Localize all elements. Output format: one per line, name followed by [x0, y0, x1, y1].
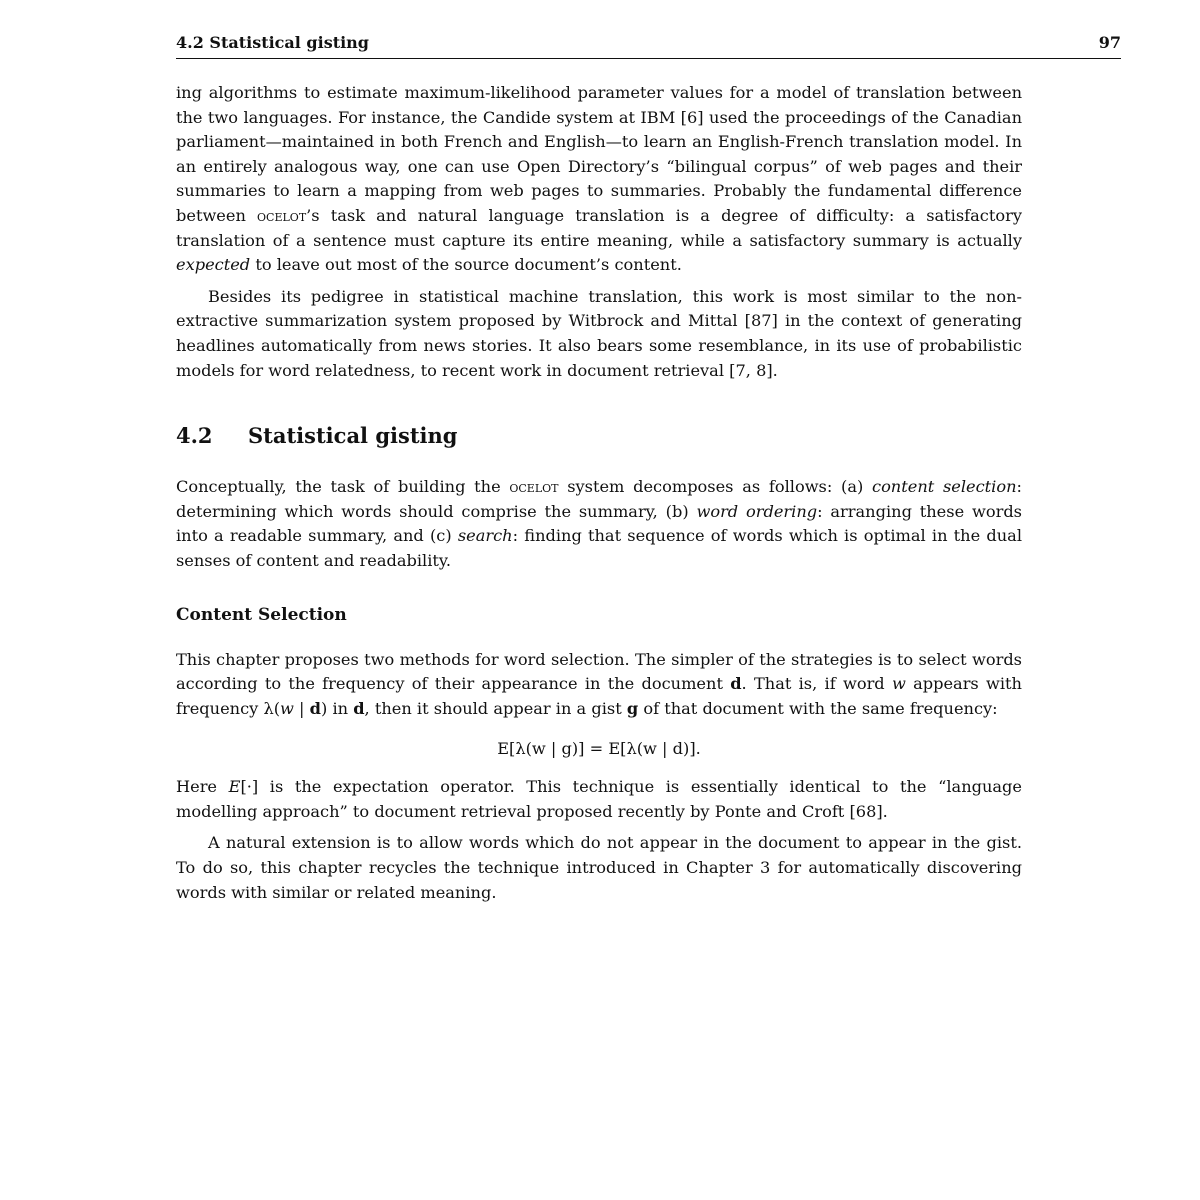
symbol-g: g: [626, 698, 639, 718]
paragraph-3: [176, 475, 1022, 573]
p3-d: : arranging these words into a readable summary, and (c): [176, 501, 1022, 546]
subsection-heading: Content Selection: [176, 604, 347, 625]
symbol-d: d: [353, 698, 365, 718]
section-heading: [176, 421, 1022, 451]
paragraph-1-end: to leave out most of the source document’s content.: [250, 255, 682, 275]
ocelot-name: ocelot: [509, 477, 559, 497]
paragraph-1-middle: ’s task and natural language translation is a degree of difficulty: a satisfactory translation of a sentence must capture its entire meaning, while a satisfactory summary is actually: [176, 205, 1022, 250]
p4-b: . That is, if word: [741, 674, 892, 694]
symbol-d: d: [730, 674, 742, 694]
page: [176, 30, 1121, 905]
term-word-ordering: word ordering: [696, 501, 818, 521]
section-number: 4.2: [176, 423, 213, 449]
symbol-w: w: [280, 698, 294, 718]
paragraph-6: A natural extension is to allow words which do not appear in the document to appear in the gist. To do so, this chapter recycles the technique introduced in Chapter 3 for automatically discovering words with similar or related meaning.: [176, 833, 1022, 902]
p4-f: , then it should appear in a gist: [364, 698, 627, 718]
body-text: [176, 81, 1022, 905]
equation-text: E[λ(w | g)] = E[λ(w | d)].: [497, 739, 701, 759]
p5-b: [·] is the expectation operator. This technique is essentially identical to the “language modelling approach” to document retrieval proposed recently by Ponte and Croft [68].: [176, 777, 1022, 821]
p3-c: : determining which words should comprise the summary, (b): [176, 477, 1022, 521]
symbol-w: w: [891, 674, 906, 694]
paragraph-1-emphasis: expected: [176, 255, 251, 275]
paragraph-5: [176, 775, 1022, 824]
term-search: search: [457, 526, 513, 546]
paragraph-1: [176, 81, 1022, 278]
symbol-E: E: [228, 777, 241, 797]
p4-a: This chapter proposes two methods for word selection. The simpler of the strategies is to select words according to the frequency of their appearance in the document: [176, 649, 1022, 694]
paragraph-1-text: ing algorithms to estimate maximum-likelihood parameter values for a model of translation between the two languages. For instance, the Candide system at IBM [6] used the proceedings of the Canadian parliament—maintained in both French and English—to learn an English-French translation model. In an entirely analogous way, one can use Open Directory’s “bilingual corpus” of web pages and their summaries to learn a mapping from web pages to summaries. Probably the fundamental difference between: [176, 83, 1022, 225]
running-header-section: 4.2 Statistical gisting: [176, 33, 369, 52]
equation: [176, 737, 1022, 761]
ocelot-name: ocelot: [257, 205, 307, 225]
p4-d: |: [293, 698, 310, 718]
running-header: [176, 30, 1121, 59]
section-title: Statistical gisting: [248, 423, 458, 449]
p4-e: ) in: [320, 698, 354, 718]
p5-a: Here: [176, 777, 229, 797]
p3-b: system decomposes as follows: (a): [558, 477, 872, 497]
p3-e: : finding that sequence of words which is optimal in the dual senses of content and readability.: [176, 526, 1022, 570]
p4-c: appears with frequency λ(: [176, 674, 1022, 718]
p3-a: Conceptually, the task of building the: [176, 477, 510, 497]
p4-h: of that document with the same frequency:: [638, 698, 998, 718]
page-number: 97: [1098, 33, 1121, 52]
term-content-selection: content selection: [872, 477, 1017, 497]
paragraph-2: Besides its pedigree in statistical machine translation, this work is most similar to the non-extractive summarization system proposed by Witbrock and Mittal [87] in the context of generating headlines automatically from news stories. It also bears some resemblance, in its use of probabilistic models for word relatedness, to recent work in document retrieval [7, 8].: [176, 286, 1022, 380]
symbol-d: d: [309, 698, 321, 718]
paragraph-4: [176, 648, 1022, 722]
